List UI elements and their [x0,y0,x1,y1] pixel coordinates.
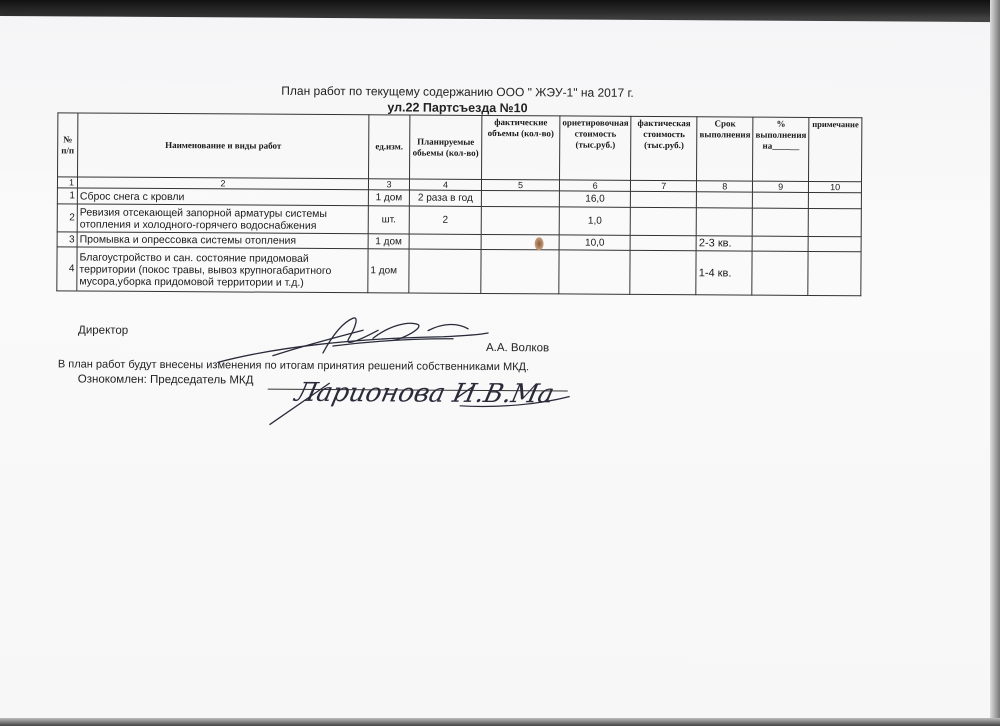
actual-volume [481,234,559,249]
column-number: 4 [409,179,481,190]
row-number: 2 [57,204,77,232]
actual-volume [481,190,559,206]
document-address: ул.22 Партсъезда №10 [387,100,528,116]
estimated-cost: 1,0 [559,207,630,235]
document-title: План работ по текущему содержанию ООО " ЖЭУ-1" на 2017 г. [281,83,634,100]
column-number: 8 [697,181,753,192]
note [808,251,861,295]
actual-volume [481,206,559,234]
header-cell: ед.изм. [369,115,410,179]
note [808,192,861,208]
percent [752,251,808,295]
column-number: 3 [368,179,409,190]
planned-volume: 2 [409,206,481,234]
term [696,208,752,236]
planned-volume: 2 раза в год [409,190,481,206]
chairman-signature [259,363,579,435]
unit: 1 дом [368,234,409,249]
percent [752,236,808,251]
chairman-signature-text: Ларионова И.В.Ма [292,378,557,410]
header-cell: Срок выполнения [697,117,753,181]
scanner-edge-bottom [0,718,1000,726]
actual-cost [631,191,697,207]
estimated-cost: 16,0 [559,191,630,207]
changes-note: В план работ будут внесены изменения по итогам принятия решений собственниками МКД. [57,358,530,374]
acknowledged-label: Ознокомлен: Председатель МКД [77,373,254,387]
scanner-edge-right [990,0,1000,726]
term: 1-4 кв. [696,251,752,295]
header-cell: фактические объемы (кол-во) [482,115,560,179]
column-number: 7 [631,180,697,191]
column-number: 1 [57,177,77,188]
estimated-cost [559,250,631,294]
header-cell: примечание [809,117,862,181]
header-cell: Наименование и виды работ [78,113,369,179]
work-name: Промывка и опрессовка системы отопления [77,232,368,249]
column-number: 5 [481,179,559,190]
document-sheet [0,16,996,726]
percent [753,192,809,208]
actual-cost [630,250,696,294]
actual-volume [481,249,559,293]
ink-stain [535,237,544,250]
work-name: Ревизия отсекающей запорной арматуры системы отопления и холодного-горячего водоснабжения [77,204,368,234]
note [808,208,861,236]
estimated-cost: 10,0 [559,235,630,250]
row-number: 3 [57,232,77,247]
unit: 1 дом [368,190,409,206]
planned-volume [409,234,481,249]
actual-cost [630,207,696,235]
column-number: 2 [77,177,368,190]
column-number: 6 [559,180,630,191]
header-cell: Планируемые обьемы (кол-во) [410,115,482,179]
note [808,236,861,251]
header-cell: % выполнения на______ [753,117,809,181]
percent [752,208,808,236]
table-header-row [58,113,863,182]
header-cell: № п/п [58,113,78,177]
header-cell: фактическая стоимость (тыс.руб.) [631,116,697,180]
column-number: 10 [809,181,862,192]
work-name: Благоустройство и сан. состояние придомовай территории (покос травы, вывоз крупногабаритного мусора,уборка придомовой территории и т.д.) [77,247,368,293]
column-number: 9 [753,181,809,192]
planned-volume [409,249,481,293]
term: 2-3 кв. [696,236,752,251]
unit: 1 дом [368,249,409,293]
director-label: Директор [78,324,129,337]
unit: шт. [368,206,409,234]
works-table [56,112,862,296]
row-number: 1 [57,188,77,204]
row-number: 4 [57,247,77,291]
director-name: А.А. Волков [485,341,550,355]
table-row [57,247,861,296]
actual-cost [630,235,696,250]
header-cell: ориетировочная стоимость (тыс.руб.) [560,116,632,180]
term [697,192,753,208]
work-name: Сброс снега с кровли [77,188,368,206]
